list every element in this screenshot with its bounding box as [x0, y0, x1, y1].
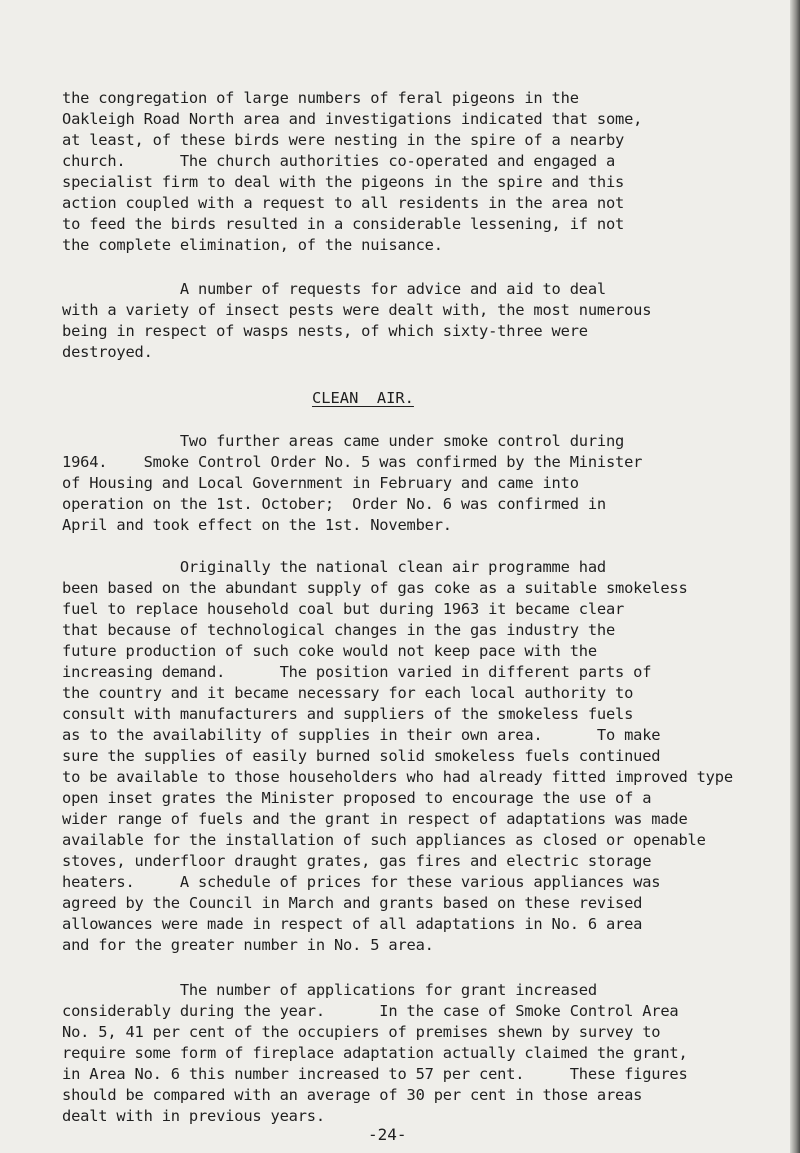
text-line: the country and it became necessary for each local authority to [62, 684, 634, 702]
text-line: church. The church authorities co-operated and engaged a [62, 152, 616, 170]
text-line: the complete elimination, of the nuisance. [62, 236, 443, 254]
text-line: future production of such coke would not keep pace with the [62, 642, 597, 660]
text-line: destroyed. [62, 343, 153, 361]
text-line: sure the supplies of easily burned solid smokeless fuels continued [62, 747, 661, 765]
text-line: to be available to those householders who had already fitted improved type [62, 768, 733, 786]
text-line: been based on the abundant supply of gas coke as a suitable smokeless [62, 579, 688, 597]
text-line: 1964. Smoke Control Order No. 5 was confirmed by the Minister [62, 453, 643, 471]
text-line: Originally the national clean air programme had [62, 558, 606, 576]
text-line: agreed by the Council in March and grants based on these revised [62, 894, 643, 912]
text-line: the congregation of large numbers of feral pigeons in the [62, 89, 579, 107]
text-line: to feed the birds resulted in a considerable lessening, if not [62, 215, 625, 233]
text-line: considerably during the year. In the case of Smoke Control Area [62, 1002, 679, 1020]
text-line: Two further areas came under smoke control during [62, 432, 625, 450]
page-edge-shadow [790, 0, 800, 1153]
text-line: specialist firm to deal with the pigeons in the spire and this [62, 173, 625, 191]
text-line: April and took effect on the 1st. November. [62, 516, 452, 534]
text-line: of Housing and Local Government in February and came into [62, 474, 579, 492]
text-line: as to the availability of supplies in their own area. To make [62, 726, 661, 744]
text-line: Oakleigh Road North area and investigations indicated that some, [62, 110, 643, 128]
text-line: open inset grates the Minister proposed to encourage the use of a [62, 789, 652, 807]
text-line: fuel to replace household coal but during 1963 it became clear [62, 600, 625, 618]
text-line: allowances were made in respect of all adaptations in No. 6 area [62, 915, 643, 933]
text-line: action coupled with a request to all residents in the area not [62, 194, 625, 212]
text-line: consult with manufacturers and suppliers of the smokeless fuels [62, 705, 634, 723]
text-line: heaters. A schedule of prices for these various appliances was [62, 873, 661, 891]
text-line: require some form of fireplace adaptation actually claimed the grant, [62, 1044, 688, 1062]
text-line: wider range of fuels and the grant in respect of adaptations was made [62, 810, 688, 828]
text-line: available for the installation of such appliances as closed or openable [62, 831, 706, 849]
text-line: stoves, underfloor draught grates, gas fires and electric storage [62, 852, 652, 870]
text-line: being in respect of wasps nests, of which sixty-three were [62, 322, 588, 340]
text-line: operation on the 1st. October; Order No. 6 was confirmed in [62, 495, 606, 513]
text-line: The number of applications for grant increased [62, 981, 597, 999]
text-line: should be compared with an average of 30 per cent in those areas [62, 1086, 643, 1104]
text-line: dealt with in previous years. [62, 1107, 325, 1125]
text-line: in Area No. 6 this number increased to 57 per cent. These figures [62, 1065, 688, 1083]
text-line: A number of requests for advice and aid to deal [62, 280, 606, 298]
section-heading: CLEAN AIR. [312, 389, 414, 407]
text-line: increasing demand. The position varied in different parts of [62, 663, 652, 681]
text-line: that because of technological changes in the gas industry the [62, 621, 616, 639]
text-line: with a variety of insect pests were dealt with, the most numerous [62, 301, 652, 319]
text-line: and for the greater number in No. 5 area. [62, 936, 434, 954]
text-line: No. 5, 41 per cent of the occupiers of premises shewn by survey to [62, 1023, 661, 1041]
text-line: at least, of these birds were nesting in the spire of a nearby [62, 131, 625, 149]
page-number: -24- [368, 1125, 407, 1144]
